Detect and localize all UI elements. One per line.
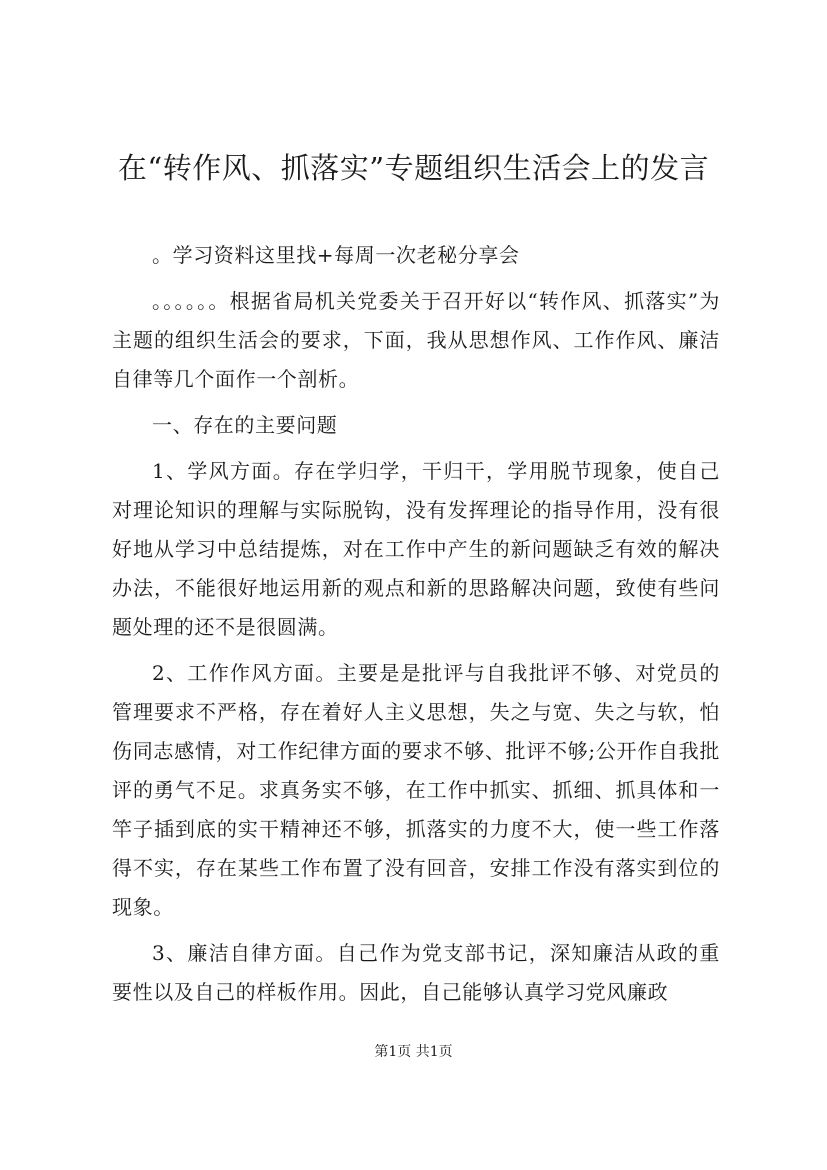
page-number-footer: 第1页 共1页 — [374, 1044, 453, 1060]
paragraph-study-style: 1、学风方面。存在学归学，干归干，学用脱节现象，使自己对理论知识的理解与实际脱钩，没有发挥理论的指导作用，没有很好地从学习中总结提炼，对在工作中产生的新问题缺乏有效的解决办法，不能很好地运用新的观点和新的思路解决问题，致使有些问题处理的还不是很圆满。 — [112, 459, 720, 639]
section-heading-main-problems: 一、存在的主要问题 — [152, 413, 338, 437]
paragraph-integrity: 3、廉洁自律方面。自己作为党支部书记，深知廉洁从政的重要性以及自己的样板作用。因此，自己能够认真学习党风廉政 — [112, 941, 720, 1004]
paragraph-intro-note: 。学习资料这里找+每周一次老秘分享会 — [152, 243, 520, 267]
document-body — [112, 236, 720, 1012]
paragraph-work-style: 2、工作作风方面。主要是是批评与自我批评不够、对党员的管理要求不严格，存在着好人主义思想，失之与宽、失之与软，怕伤同志感情，对工作纪律方面的要求不够、批评不够;公开作自我批评的勇气不足。求真务实不够，在工作中抓实、抓细、抓具体和一竿子插到底的实干精神还不够，抓落实的力度不大，使一些工作落得不实，存在某些工作布置了没有回音，安排工作没有落实到位的现象。 — [112, 661, 720, 919]
document-title: 在“转作风、抓落实”专题组织生活会上的发言 — [117, 151, 710, 185]
paragraph-opening: 。。。。。。根据省局机关党委关于召开好以“转作风、抓落实”为主题的组织生活会的要求，下面，我从思想作风、工作作风、廉洁自律等几个面作一个剖析。 — [112, 289, 720, 391]
